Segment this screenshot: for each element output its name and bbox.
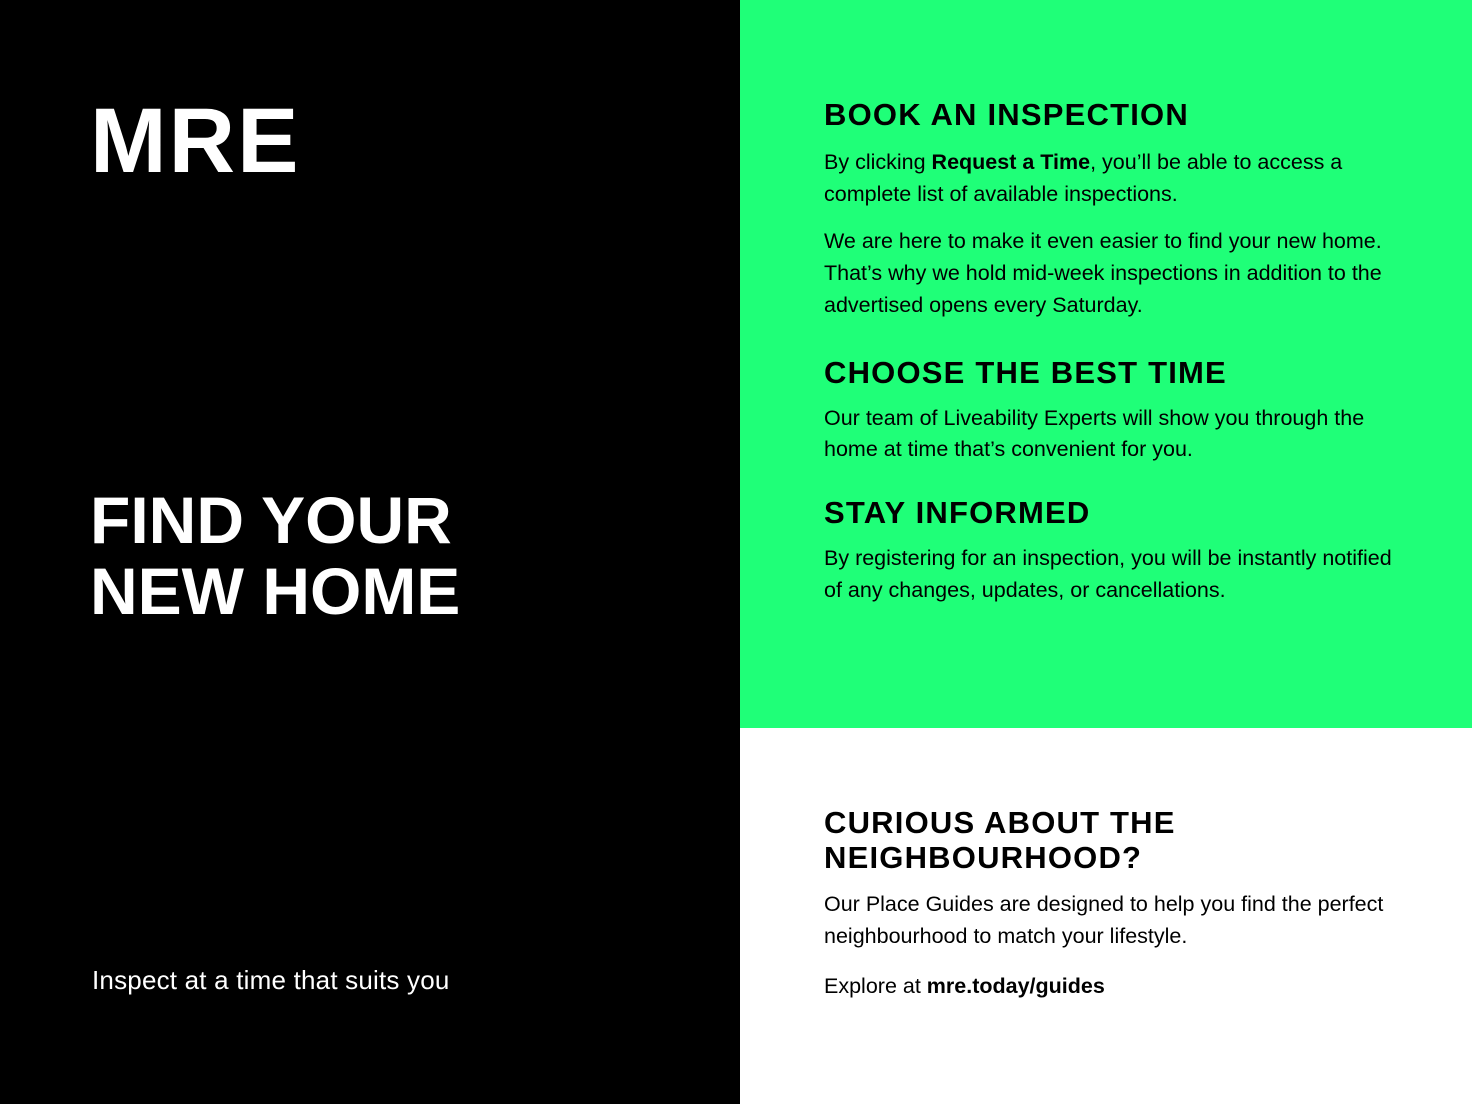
headline-line-1: FIND YOUR [90,483,452,557]
right-column [740,0,1472,1104]
neighbourhood-title-line-1: CURIOUS ABOUT THE [824,805,1176,840]
guides-url-link[interactable]: mre.today/guides [926,974,1105,999]
section-title-stay-informed: STAY INFORMED [824,495,1091,531]
section-title-book-an-inspection: BOOK AN INSPECTION [824,97,1189,132]
page-title [90,485,460,628]
section-book-an-inspection [824,98,1392,322]
paragraph-book-inspection-1 [824,147,1392,211]
tagline: Inspect at a time that suits you [92,965,450,995]
explore-label: Explore at [824,974,927,999]
paragraph-choose-best-time: Our team of Liveability Experts will show you through the home at time that’s convenient for you. [824,405,1365,462]
inline-bold-request-a-time: Request a Time [931,149,1091,174]
explore-line [824,971,1392,1002]
white-neighbourhood-panel [740,728,1472,1104]
section-stay-informed [824,496,1392,606]
paragraph-place-guides: Our Place Guides are designed to help you find the perfect neighbourhood to match your lifestyle. [824,892,1384,949]
green-info-panel [740,0,1472,728]
paragraph-text-post: , you’ll be able to access a complete list of available inspections. [824,149,1343,206]
paragraph-text-pre: By clicking [824,149,932,174]
neighbourhood-title-line-2: NEIGHBOURHOOD? [824,839,1143,875]
section-title-curious-about-neighbourhood [824,806,1392,875]
section-title-choose-the-best-time: CHOOSE THE BEST TIME [824,354,1227,390]
paragraph-stay-informed: By registering for an inspection, you will be instantly notified of any changes, updates, or cancellations. [824,545,1392,602]
section-choose-the-best-time [824,356,1392,466]
headline-line-2: NEW HOME [90,554,461,629]
paragraph-book-inspection-2: We are here to make it even easier to find your new home. That’s why we hold mid-week inspections in addition to the advertised opens every Saturday. [824,229,1382,317]
brand-logo-mre: MRE [90,90,301,192]
